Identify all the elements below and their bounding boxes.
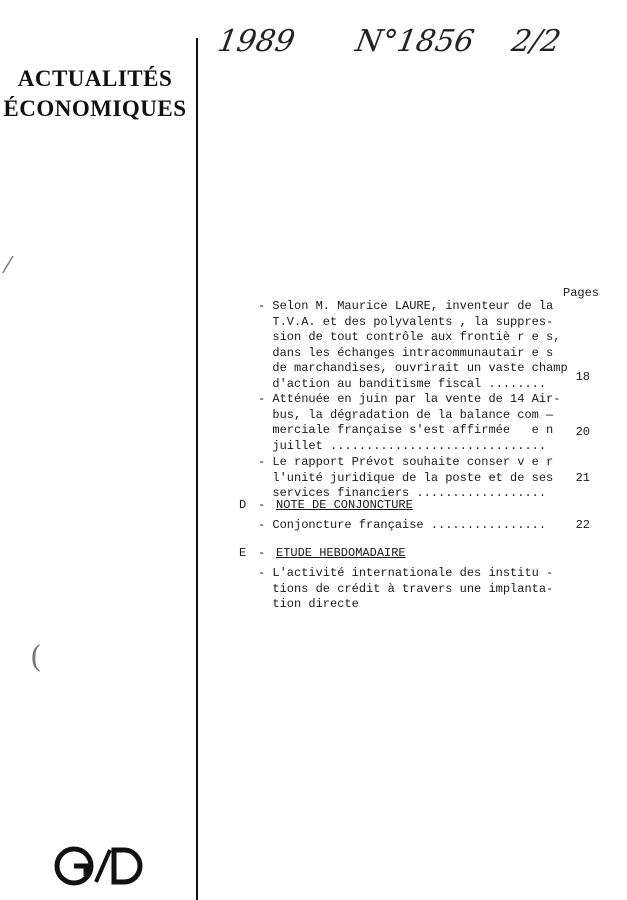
masthead [0, 64, 190, 124]
vertical-divider [196, 38, 198, 900]
section-e-dash: - [258, 546, 266, 560]
handwritten-issue-number: N°1856 [352, 24, 477, 59]
section-d-letter: D [239, 498, 247, 512]
toc-entry-3: - Le rapport Prévot souhaite conser v e r l'unité juridique de la poste et de ses services financiers .................. [258, 455, 554, 500]
scan-mark-top: ⁄ [6, 254, 10, 279]
section-e-title: ETUDE HEBDOMADAIRE [276, 546, 406, 560]
publisher-logo [52, 846, 148, 886]
section-d-page: 22 [575, 518, 590, 532]
section-d-title: NOTE DE CONJONCTURE [276, 498, 413, 512]
masthead-line-1: ACTUALITÉS [17, 66, 173, 91]
toc-entry-1: - Selon M. Maurice LAURE, inventeur de la T.V.A. et des polyvalents , la suppres- sion de tout contrôle aux frontiè r e s, dans les échanges intracommunautair e s de marchandises, ouvrirait un vaste champ d'action au banditisme fiscal ........ [258, 299, 568, 391]
toc-entry-2-page: 20 [575, 425, 590, 439]
toc-entry-3-page: 21 [575, 471, 590, 485]
handwritten-part: 2/2 [508, 24, 564, 59]
section-e-letter: E [239, 546, 247, 560]
handwritten-year: 1989 [214, 24, 298, 59]
toc-entry-2: - Atténuée en juin par la vente de 14 Air- bus, la dégradation de la balance com — merciale française s'est affirmée e n juillet .............................. [258, 392, 561, 453]
scan-mark-bottom: ( [30, 640, 42, 675]
section-d-dash: - [258, 498, 266, 512]
masthead-line-2: ÉCONOMIQUES [3, 96, 187, 121]
toc-entry-1-page: 18 [575, 370, 590, 384]
section-e-item: - L'activité internationale des institu - tions de crédit à travers une implanta- tion directe [258, 566, 554, 611]
pages-column-header: Pages [563, 286, 600, 300]
section-d-item: - Conjoncture française ................ [258, 518, 547, 532]
